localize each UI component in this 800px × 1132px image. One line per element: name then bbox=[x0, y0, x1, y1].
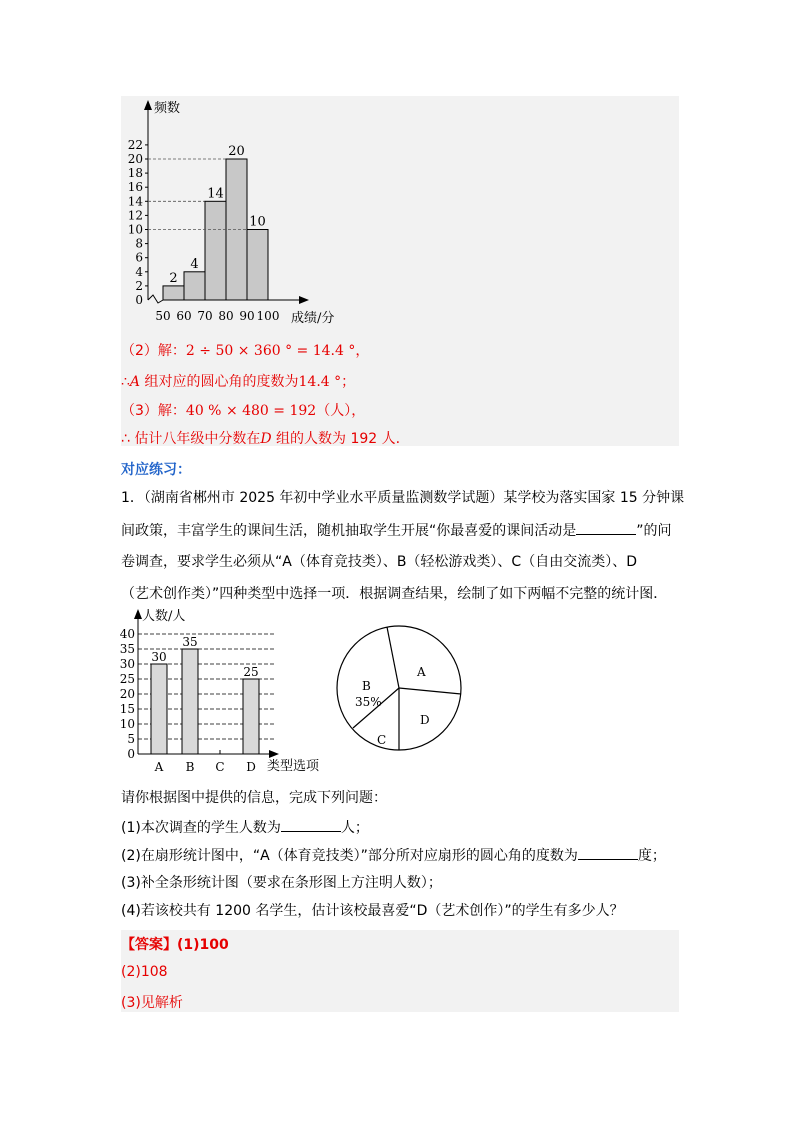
bar-x-tick-label: C bbox=[215, 760, 225, 774]
hist-bar bbox=[184, 272, 205, 300]
histogram-chart bbox=[121, 96, 381, 328]
hist-x-tick-label: 70 bbox=[197, 309, 213, 323]
problem-line-3: 卷调查，要求学生必须从“A（体育竞技类）、B（轻松游戏类）、C（自由交流类）、D bbox=[121, 554, 637, 570]
hist-x-label: 成绩/分 bbox=[291, 311, 335, 326]
hist-x-tick-label: 60 bbox=[176, 309, 192, 323]
bar-y-tick-label: 25 bbox=[119, 672, 135, 686]
hist-y-tick-label: 10 bbox=[127, 222, 143, 237]
pie-label-d: D bbox=[420, 713, 430, 727]
answer-blank bbox=[576, 520, 636, 535]
pie-label-a: A bbox=[417, 665, 426, 679]
hist-y-tick-label: 14 bbox=[127, 194, 143, 209]
bar-y-tick-label: 5 bbox=[127, 732, 135, 746]
bar-x-label: 类型选项 bbox=[267, 759, 320, 774]
hist-x-arrow bbox=[299, 296, 309, 304]
bar-y-tick-label: 30 bbox=[119, 657, 135, 671]
practice-heading: 对应练习： bbox=[121, 462, 191, 478]
bar-data-label: 25 bbox=[243, 665, 259, 679]
answer-2: (2)108 bbox=[121, 964, 168, 980]
q2-blank bbox=[578, 845, 638, 860]
hist-y-label: 频数 bbox=[154, 101, 181, 116]
bar-chart bbox=[115, 606, 330, 776]
hist-y-arrow bbox=[144, 100, 152, 110]
question-3: (3)补全条形统计图（要求在条形图上方注明人数）； bbox=[121, 875, 442, 891]
problem-line-2: 间政策，丰富学生的课间生活，随机抽取学生开展“你最喜爱的课间活动是 ”的问 bbox=[121, 520, 672, 541]
hist-y-tick-label: 4 bbox=[135, 264, 143, 279]
question-4: (4)若该校共有 1200 名学生，估计该校最喜爱“D（艺术创作）”的学生有多少人？ bbox=[121, 903, 624, 919]
questions-intro: 请你根据图中提供的信息，完成下列问题： bbox=[121, 790, 387, 806]
hist-y-tick-label: 6 bbox=[135, 250, 143, 265]
bar-x-tick-label: D bbox=[246, 760, 256, 774]
pie-label-b: B bbox=[362, 679, 371, 693]
hist-data-label: 2 bbox=[169, 270, 178, 286]
hist-y-tick-label: 8 bbox=[135, 236, 143, 251]
bar-y-arrow bbox=[134, 609, 142, 619]
pie-label-c: C bbox=[377, 733, 387, 747]
hist-y-tick-label: 20 bbox=[127, 152, 143, 166]
bar-y-tick-label: 35 bbox=[119, 642, 135, 656]
pie-label-b-pct: 35% bbox=[355, 695, 382, 709]
hist-y-tick-label: 18 bbox=[127, 166, 143, 181]
hist-data-label: 20 bbox=[228, 144, 245, 159]
bar-rect bbox=[243, 679, 259, 754]
bar-data-label: 35 bbox=[182, 635, 198, 649]
q1-blank bbox=[281, 817, 341, 832]
solution-line-3: ∴A 组对应的圆心角的度数为14.4 °； bbox=[121, 374, 356, 390]
hist-data-label: 14 bbox=[207, 186, 224, 202]
hist-y-tick-label: 2 bbox=[135, 278, 143, 293]
hist-y-tick-label: 22 bbox=[127, 137, 143, 152]
hist-x-tick-label: 50 bbox=[155, 309, 171, 323]
bar-y-tick-label: 0 bbox=[127, 747, 135, 761]
bar-x-tick-label: B bbox=[185, 760, 195, 774]
question-2: (2)在扇形统计图中，“A（体育竞技类）”部分所对应扇形的圆心角的度数为 度； bbox=[121, 845, 666, 866]
answer-3: (3)见解析 bbox=[121, 995, 183, 1011]
solution-line-4: （3）解：40 % × 480 = 192（人）， bbox=[121, 403, 366, 419]
hist-y-tick-label: 12 bbox=[127, 208, 143, 223]
hist-x-tick-label: 100 bbox=[256, 309, 280, 323]
hist-bar bbox=[163, 286, 184, 300]
hist-axis-break bbox=[148, 295, 163, 303]
answer-1: 【答案】(1)100 bbox=[121, 937, 229, 953]
hist-y-tick-label: 16 bbox=[127, 180, 143, 195]
bar-y-tick-label: 20 bbox=[119, 687, 135, 701]
pie-chart bbox=[333, 614, 463, 760]
hist-bar bbox=[205, 201, 226, 300]
problem-line-1: 1．（湖南省郴州市 2025 年初中学业水平质量监测数学试题）某学校为落实国家 15 分钟课 bbox=[121, 490, 685, 506]
bar-y-label: 人数/人 bbox=[142, 609, 186, 624]
bar-rect bbox=[182, 649, 198, 754]
hist-y-tick-label: 0 bbox=[135, 293, 143, 307]
problem-line-4: （艺术创作类）”四种类型中选择一项．根据调查结果，绘制了如下两幅不完整的统计图． bbox=[121, 586, 668, 602]
bar-data-label: 30 bbox=[151, 650, 167, 664]
bar-rect bbox=[151, 664, 167, 754]
hist-data-label: 10 bbox=[249, 214, 266, 230]
solution-line-2: （2）解：2 ÷ 50 × 360 ° = 14.4 °， bbox=[121, 343, 370, 359]
hist-bar bbox=[247, 230, 268, 301]
bar-y-tick-label: 15 bbox=[119, 702, 135, 716]
solution-line-5: ∴ 估计八年级中分数在D 组的人数为 192 人. bbox=[121, 431, 401, 447]
bar-x-arrow bbox=[269, 750, 279, 758]
hist-x-tick-label: 80 bbox=[218, 309, 234, 323]
question-1: (1)本次调查的学生人数为 人； bbox=[121, 817, 369, 838]
bar-x-tick-label: A bbox=[154, 760, 164, 774]
bar-y-tick-label: 10 bbox=[119, 717, 135, 731]
hist-x-tick-label: 90 bbox=[239, 309, 255, 323]
bar-y-tick-label: 40 bbox=[119, 627, 135, 641]
hist-data-label: 4 bbox=[190, 256, 199, 272]
